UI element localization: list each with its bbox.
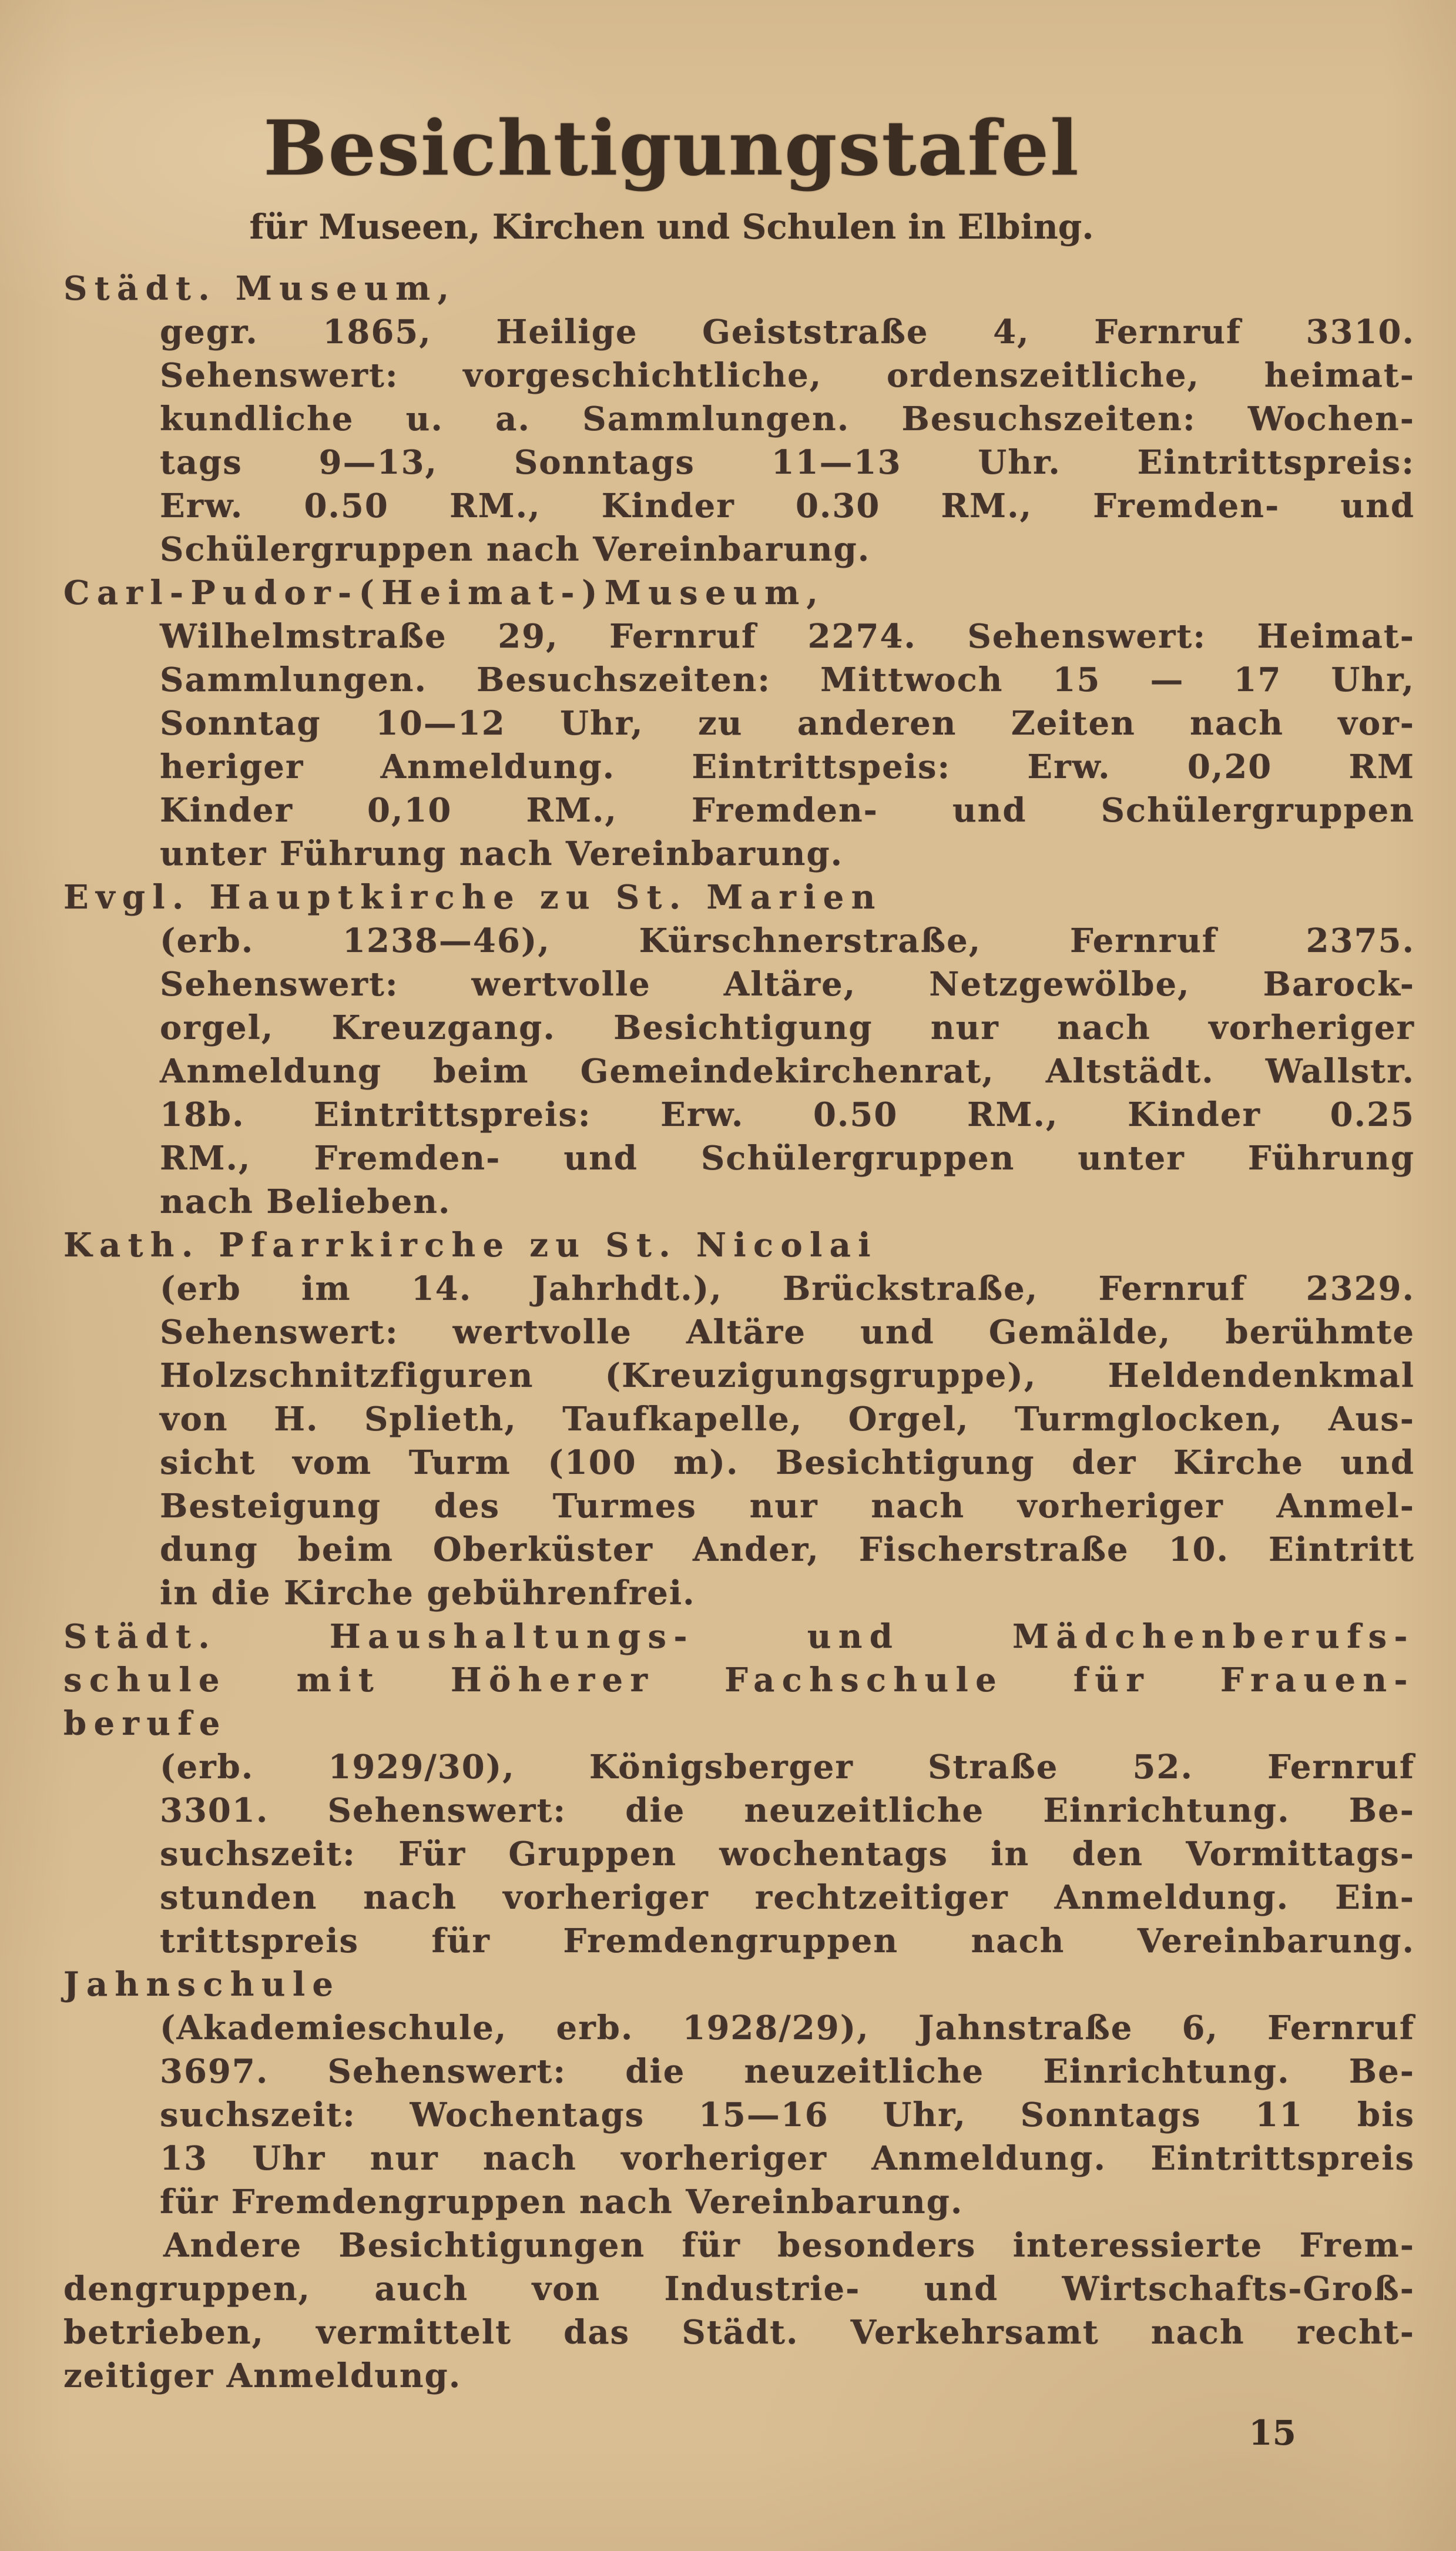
entry-body-line: 13 Uhr nur nach vorheriger Anmeldung. Eintrittspreis xyxy=(160,2139,1415,2178)
entry-body-line: Kinder 0,10 RM., Fremden- und Schülergruppen xyxy=(160,791,1415,830)
entry xyxy=(63,1615,1415,1963)
entry-body-line: 3301. Sehenswert: die neuzeitliche Einrichtung. Be- xyxy=(160,1791,1415,1830)
entry-body-line: Sammlungen. Besuchszeiten: Mittwoch 15 — 17 Uhr, xyxy=(160,661,1415,699)
entry-body-line: Anmeldung beim Gemeindekirchenrat, Altstädt. Wallstr. xyxy=(160,1052,1415,1091)
entry-heading-line: Städt. Museum, xyxy=(63,269,457,308)
entry-body-line: Besteigung des Turmes nur nach vorheriger Anmel- xyxy=(160,1487,1415,1526)
entry-body-line: Sehenswert: wertvolle Altäre, Netzgewölbe, Barock- xyxy=(160,965,1415,1004)
title-block xyxy=(63,99,1280,252)
closing-paragraph-line: betrieben, vermittelt das Städt. Verkehrsamt nach recht- xyxy=(63,2313,1415,2352)
entry xyxy=(63,267,1415,571)
entry-body-line: Sonntag 10—12 Uhr, zu anderen Zeiten nach vor- xyxy=(160,704,1415,743)
entry-body-line: heriger Anmeldung. Eintrittspeis: Erw. 0,20 RM xyxy=(160,747,1415,786)
closing-paragraph xyxy=(63,2224,1415,2398)
entry xyxy=(63,1963,1415,2224)
entry-body-line: orgel, Kreuzgang. Besichtigung nur nach vorheriger xyxy=(160,1008,1415,1047)
entry-body-line: RM., Fremden- und Schülergruppen unter Führung xyxy=(160,1139,1415,1178)
entry-body-line: Wilhelmstraße 29, Fernruf 2274. Sehenswert: Heimat- xyxy=(160,617,1415,656)
closing-paragraph-line: dengruppen, auch von Industrie- und Wirtschafts-Groß- xyxy=(63,2270,1415,2308)
entry-body-line: Schülergruppen nach Vereinbarung. xyxy=(160,530,871,569)
entries-list xyxy=(63,267,1415,2224)
entry-body-line: sicht vom Turm (100 m). Besichtigung der Kirche und xyxy=(160,1443,1415,1482)
entry-heading-line: Carl-Pudor-(Heimat-)Museum, xyxy=(63,574,826,612)
entry-body-line: (erb. 1929/30), Königsberger Straße 52. Fernruf xyxy=(160,1748,1415,1786)
entry-body-line: Sehenswert: wertvolle Altäre und Gemälde, berühmte xyxy=(160,1313,1415,1352)
entry-body-line: 3697. Sehenswert: die neuzeitliche Einrichtung. Be- xyxy=(160,2052,1415,2091)
entry-body-line: Erw. 0.50 RM., Kinder 0.30 RM., Fremden- und xyxy=(160,487,1415,525)
entry-heading-line: Jahnschule xyxy=(63,1965,341,2004)
entry-body-line: dung beim Oberküster Ander, Fischerstraße 10. Eintritt xyxy=(160,1530,1415,1569)
entry-body-line: von H. Splieth, Taufkapelle, Orgel, Turmglocken, Aus- xyxy=(160,1400,1415,1439)
entry-heading-line: schule mit Höherer Fachschule für Frauen- xyxy=(63,1661,1415,1699)
entry-heading-line: berufe xyxy=(63,1704,227,1743)
entry-body-line: tags 9—13, Sonntags 11—13 Uhr. Eintrittspreis: xyxy=(160,443,1415,482)
page-content xyxy=(63,99,1415,2398)
page-title: Besichtigungstafel xyxy=(263,105,1080,193)
entry-body-line: trittspreis für Fremdengruppen nach Vereinbarung. xyxy=(160,1922,1415,1960)
entry-body-line: unter Führung nach Vereinbarung. xyxy=(160,834,844,873)
entry-body-line: gegr. 1865, Heilige Geiststraße 4, Fernruf 3310. xyxy=(160,313,1415,351)
entry-body-line: Holzschnitzfiguren (Kreuzigungsgruppe), Heldendenkmal xyxy=(160,1356,1415,1395)
page-subtitle: für Museen, Kirchen und Schulen in Elbing. xyxy=(249,207,1094,247)
entry-heading-line: Kath. Pfarrkirche zu St. Nicolai xyxy=(63,1226,878,1265)
entry-body-line: Sehenswert: vorgeschichtliche, ordenszeitliche, heimat- xyxy=(160,356,1415,395)
entry-body-line: 18b. Eintrittspreis: Erw. 0.50 RM., Kinder 0.25 xyxy=(160,1095,1415,1134)
page-number: 15 xyxy=(1249,2413,1296,2453)
entry-body-line: kundliche u. a. Sammlungen. Besuchszeiten: Wochen- xyxy=(160,400,1415,438)
entry-body-line: suchszeit: Für Gruppen wochentags in den Vormittags- xyxy=(160,1835,1415,1873)
entry xyxy=(63,571,1415,876)
entry-body-line: suchszeit: Wochentags 15—16 Uhr, Sonntags 11 bis xyxy=(160,2096,1415,2134)
closing-paragraph-line: zeitiger Anmeldung. xyxy=(63,2356,462,2395)
entry xyxy=(63,876,1415,1223)
entry-body-line: (erb im 14. Jahrhdt.), Brückstraße, Fernruf 2329. xyxy=(160,1269,1415,1308)
entry-body-line: nach Belieben. xyxy=(160,1182,451,1221)
closing-paragraph-line: Andere Besichtigungen für besonders interessierte Frem- xyxy=(163,2226,1415,2265)
entry-body-line: für Fremdengruppen nach Vereinbarung. xyxy=(160,2183,964,2221)
entry xyxy=(63,1223,1415,1615)
entry-body-line: stunden nach vorheriger rechtzeitiger Anmeldung. Ein- xyxy=(160,1878,1415,1917)
entry-body-line: (erb. 1238—46), Kürschnerstraße, Fernruf 2375. xyxy=(160,921,1415,960)
entry-body-line: in die Kirche gebührenfrei. xyxy=(160,1574,696,1613)
entry-heading-line: Evgl. Hauptkirche zu St. Marien xyxy=(63,878,883,917)
entry-heading-line: Städt. Haushaltungs- und Mädchenberufs- xyxy=(63,1617,1415,1656)
entry-body-line: (Akademieschule, erb. 1928/29), Jahnstraße 6, Fernruf xyxy=(160,2009,1415,2047)
